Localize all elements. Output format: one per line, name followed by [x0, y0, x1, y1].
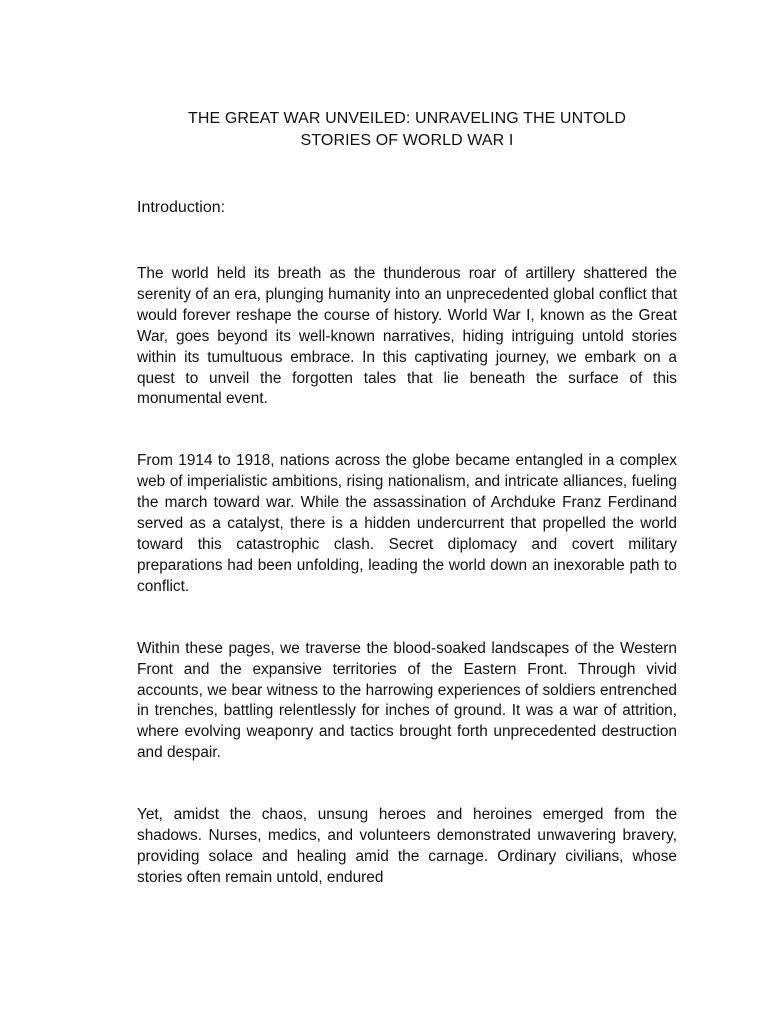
document-page [137, 108, 677, 889]
document-title [137, 108, 677, 152]
title-line-2: STORIES OF WORLD WAR I [300, 132, 514, 149]
paragraph-4: Yet, amidst the chaos, unsung heroes and heroines emerged from the shadows. Nurses, medics, and volunteers demonstrated unwavering bravery, providing solace and healing amid the carnage. Ordinary civilians, whose stories often remain untold, endured [137, 806, 677, 886]
title-line-1: THE GREAT WAR UNVEILED: UNRAVELING THE UNTOLD [187, 110, 627, 127]
paragraph-2: From 1914 to 1918, nations across the globe became entangled in a complex web of imperialistic ambitions, rising nationalism, and intricate alliances, fueling the march toward war. While the assassination of Archduke Franz Ferdinand served as a catalyst, there is a hidden undercurrent that propelled the world toward this catastrophic clash. Secret diplomacy and covert military preparations had been unfolding, leading the world down an inexorable path to conflict. [137, 452, 677, 595]
paragraph-1: The world held its breath as the thunderous roar of artillery shattered the serenity of an era, plunging humanity into an unprecedented global conflict that would forever reshape the course of history. World War I, known as the Great War, goes beyond its well-known narratives, hiding intriguing untold stories within its tumultuous embrace. In this captivating journey, we embark on a quest to unveil the forgotten tales that lie beneath the surface of this monumental event. [137, 265, 677, 408]
paragraph-3: Within these pages, we traverse the blood-soaked landscapes of the Western Front and the expansive territories of the Eastern Front. Through vivid accounts, we bear witness to the harrowing experiences of soldiers entrenched in trenches, battling relentlessly for inches of ground. It was a war of attrition, where evolving weaponry and tactics brought forth unprecedented destruction and despair. [137, 639, 677, 762]
introduction-heading: Introduction: [137, 199, 226, 216]
